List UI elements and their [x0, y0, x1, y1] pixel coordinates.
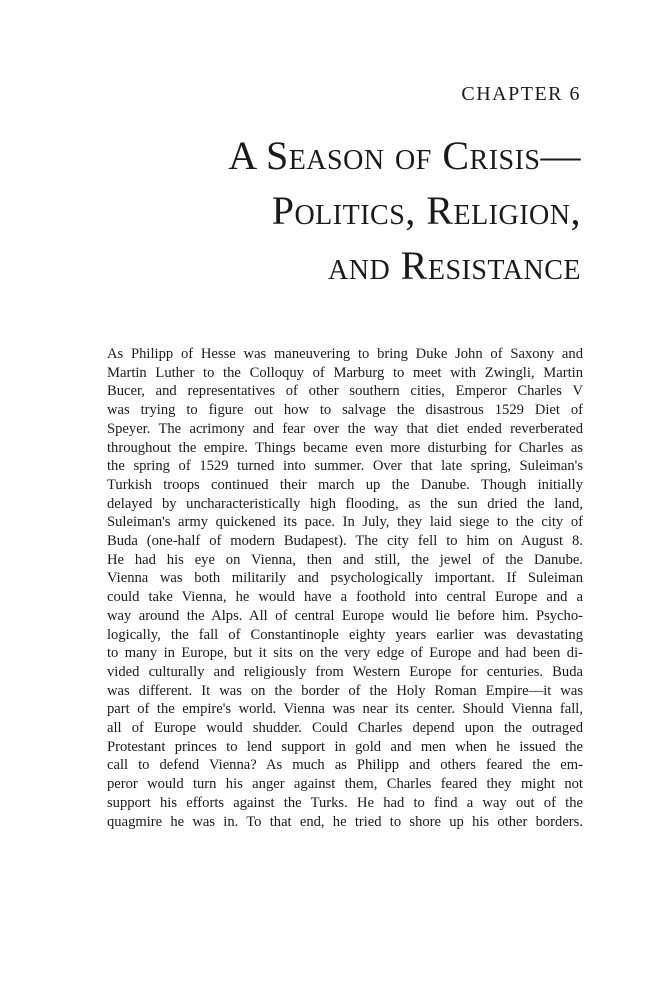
body-line: Buda (one-half of modern Budapest). The city fell to him on August 8.: [107, 533, 583, 550]
body-line: quagmire he was in. To that end, he tried to shore up his other borders.: [107, 813, 583, 830]
body-line: could take Vienna, he would have a foothold into central Europe and a: [107, 589, 583, 606]
body-line: Speyer. The acrimony and fear over the way that diet ended reverberated: [107, 420, 583, 437]
body-line: He had his eye on Vienna, then and still, the jewel of the Danube.: [107, 551, 583, 568]
chapter-title: [81, 128, 581, 293]
body-line: Suleiman's army quickened its pace. In July, they laid siege to the city of: [107, 514, 583, 531]
body-line: peror would turn his anger against them, Charles feared they might not: [107, 776, 583, 793]
body-line: part of the empire's world. Vienna was near its center. Should Vienna fall,: [107, 701, 583, 718]
body-line: support his efforts against the Turks. He had to find a way out of the: [107, 794, 583, 811]
body-line: As Philipp of Hesse was maneuvering to bring Duke John of Saxony and: [107, 346, 583, 362]
body-line: all of Europe would shudder. Could Charles depend upon the outraged: [107, 720, 583, 737]
body-line: was trying to figure out how to salvage the disastrous 1529 Diet of: [107, 402, 583, 419]
chapter-title-line: and Resistance: [328, 243, 581, 288]
body-line: way around the Alps. All of central Europe would lie before him. Psycho-: [107, 607, 583, 624]
body-line: Bucer, and representatives of other southern cities, Emperor Charles V: [107, 383, 583, 400]
body-line: Martin Luther to the Colloquy of Marburg to meet with Zwingli, Martin: [107, 364, 583, 381]
chapter-label: CHAPTER 6: [461, 83, 581, 105]
body-line: delayed by uncharacteristically high flooding, as the sun dried the land,: [107, 495, 583, 512]
chapter-title-line: A Season of Crisis—: [228, 133, 581, 178]
body-line: Turkish troops continued their march up the Danube. Though initially: [107, 476, 583, 493]
body-line: Vienna was both militarily and psychologically important. If Suleiman: [107, 570, 583, 587]
body-line: call to defend Vienna? As much as Philipp and others feared the em-: [107, 757, 583, 774]
body-paragraph: [107, 345, 583, 831]
body-line: logically, the fall of Constantinople eighty years earlier was devastating: [107, 626, 583, 643]
body-line: vided culturally and religiously from Western Europe for centuries. Buda: [107, 663, 583, 680]
body-line: was different. It was on the border of the Holy Roman Empire—it was: [107, 682, 583, 699]
body-line: to many in Europe, but it sits on the very edge of Europe and had been di-: [107, 645, 583, 662]
chapter-title-line: Politics, Religion,: [271, 188, 581, 233]
body-line: throughout the empire. Things became even more disturbing for Charles as: [107, 439, 583, 456]
body-line: the spring of 1529 turned into summer. Over that late spring, Suleiman's: [107, 458, 583, 475]
body-line: Protestant princes to lend support in gold and men when he issued the: [107, 738, 583, 755]
